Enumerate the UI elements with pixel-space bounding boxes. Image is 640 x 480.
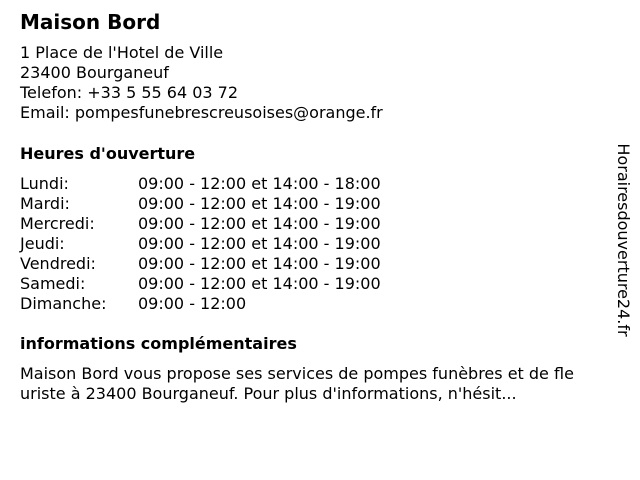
time-range: 09:00 - 12:00 et 14:00 - 18:00 [138, 174, 381, 193]
description-line: uriste à 23400 Bourganeuf. Pour plus d'informations, n'hésit... [20, 384, 517, 403]
time-range: 09:00 - 12:00 et 14:00 - 19:00 [138, 214, 381, 233]
day-label: Samedi: [20, 274, 86, 293]
hours-row [20, 254, 381, 274]
day-label: Jeudi: [20, 234, 65, 253]
hours-row [20, 294, 381, 314]
hours-heading: Heures d'ouverture [20, 144, 196, 163]
day-label: Vendredi: [20, 254, 96, 273]
site-watermark: Horairesdouverture24.fr [614, 143, 633, 337]
time-range: 09:00 - 12:00 [138, 294, 247, 313]
hours-row [20, 194, 381, 214]
day-label: Lundi: [20, 174, 69, 193]
hours-row [20, 174, 381, 194]
hours-row [20, 274, 381, 294]
hours-row [20, 214, 381, 234]
day-label: Mercredi: [20, 214, 95, 233]
phone-line: Telefon: +33 5 55 64 03 72 [20, 83, 239, 102]
info-heading: informations complémentaires [20, 334, 297, 353]
description-line: Maison Bord vous propose ses services de pompes funèbres et de fle [20, 364, 574, 383]
business-name: Maison Bord [20, 10, 161, 34]
hours-row [20, 234, 381, 254]
day-label: Dimanche: [20, 294, 107, 313]
email-line: Email: pompesfunebrescreusoises@orange.fr [20, 103, 383, 122]
contact-block [20, 43, 383, 123]
address-street: 1 Place de l'Hotel de Ville [20, 43, 224, 62]
address-city: 23400 Bourganeuf [20, 63, 169, 82]
time-range: 09:00 - 12:00 et 14:00 - 19:00 [138, 194, 381, 213]
day-label: Mardi: [20, 194, 70, 213]
hours-table [20, 174, 381, 314]
info-description [20, 364, 600, 404]
time-range: 09:00 - 12:00 et 14:00 - 19:00 [138, 234, 381, 253]
time-range: 09:00 - 12:00 et 14:00 - 19:00 [138, 254, 381, 273]
time-range: 09:00 - 12:00 et 14:00 - 19:00 [138, 274, 381, 293]
